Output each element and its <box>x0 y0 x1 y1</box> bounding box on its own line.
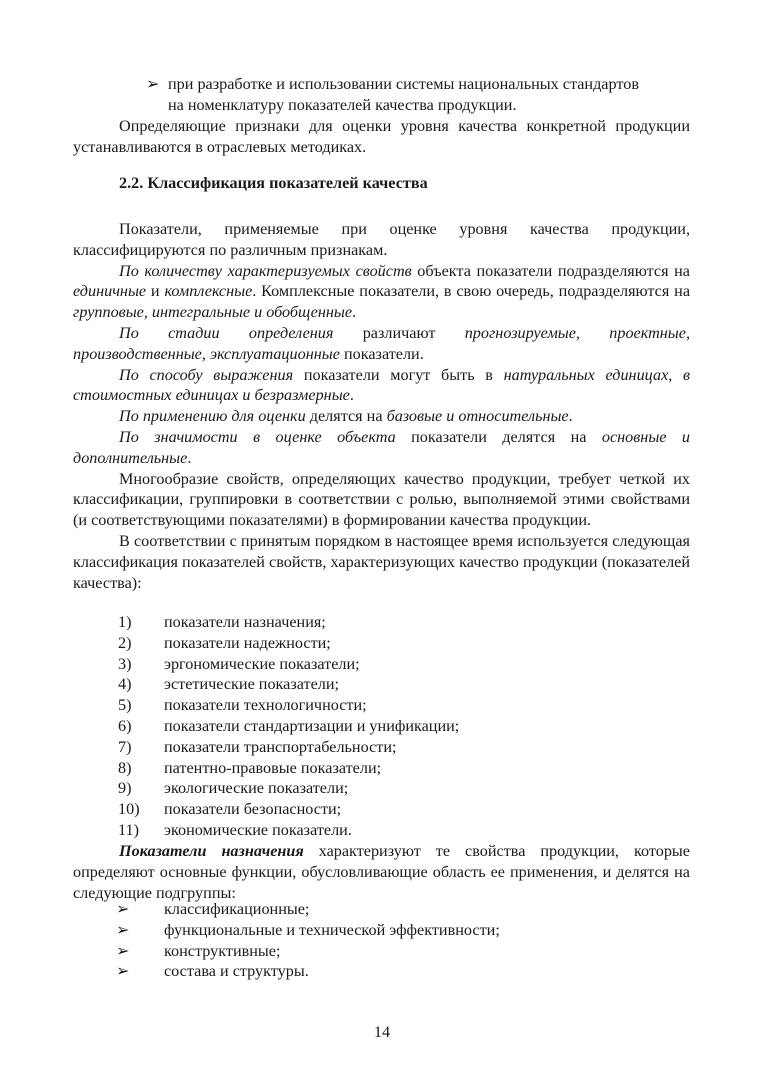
list-item: ➢ классификационные; <box>116 900 310 918</box>
list-item: 6) показатели стандартизации и унификации; <box>118 716 460 735</box>
purpose-term: Показатели назначения <box>119 842 304 860</box>
list-item: 3) эргономические показатели; <box>118 654 360 673</box>
section-heading: 2.2. Классификация показателей качества <box>119 174 428 192</box>
list-item: 11) экономические показатели. <box>118 820 352 839</box>
p2-italic-1: По количеству характеризуемых свойств <box>119 261 412 280</box>
paragraph-1: Показатели, применяемые при оценке уровня качества продукции, классифицируются по различным признакам. <box>73 220 690 259</box>
arrow-bullet-icon: ➢ <box>116 962 130 981</box>
top-bullet-line1: при разработке и использовании системы национальных стандартов <box>168 75 639 93</box>
paragraph-4: По способу выражения показатели могут быть в натуральных единицах, в стоимостных единицах и безразмерные. <box>73 365 691 405</box>
list-item: 4) эстетические показатели; <box>118 675 340 694</box>
intro-paragraph: Определяющие признаки для оценки уровня качества конкретной продукции устанавливаются в отраслевых методиках. <box>73 117 690 156</box>
paragraph-8: В соответствии с принятым порядком в настоящее время используется следующая классификация показателей свойств, характеризующих качество продукции (показателей качества): <box>73 531 690 592</box>
arrow-bullet-icon: ➢ <box>116 941 130 960</box>
list-item: ➢ функциональные и технической эффективности; <box>116 920 500 939</box>
list-item: 1) показатели назначения; <box>118 613 326 631</box>
purpose-paragraph-block <box>73 841 690 903</box>
list-item: 5) показатели технологичности; <box>118 696 367 715</box>
top-bullet-item <box>146 74 696 116</box>
classification-text <box>73 219 690 593</box>
purpose-paragraph: Показатели назначения характеризуют те свойства продукции, которые определяют основные функции, обусловливающие область ее применения, и делятся на следующие подгруппы: <box>73 842 690 902</box>
paragraph-2: По количеству характеризуемых свойств объекта показатели подразделяются на единичные и комплексные. Комплексные показатели, в свою очередь, подразделяются на групповые, интегральные и обобщенные. <box>73 261 690 322</box>
paragraph-5: По применению для оценки делятся на базовые и относительные. <box>119 407 573 426</box>
list-item: 8) патентно-правовые показатели; <box>118 758 382 777</box>
paragraph-6: По значимости в оценке объекта показатели делятся на основные и дополнительные. <box>73 427 691 467</box>
intro-paragraph-block <box>73 116 690 158</box>
list-item: 9) экологические показатели; <box>118 779 349 798</box>
paragraph-3: По стадии определения различают прогнозируемые, проектные, производственные, эксплуатационные показатели. <box>73 323 690 363</box>
page-number: 14 <box>373 1023 391 1041</box>
arrow-bullet-icon: ➢ <box>116 920 130 939</box>
paragraph-7: Многообразие свойств, определяющих качество продукции, требует четкой их классификации, группировки в соответствии с ролью, выполняемой этими свойствами (и соответствующими показателями) в формировании качества продукции. <box>73 469 690 530</box>
quality-indicators-list <box>118 612 459 841</box>
subgroups-list <box>116 899 500 982</box>
list-item: 7) показатели транспортабельности; <box>118 737 397 756</box>
arrow-bullet-icon: ➢ <box>116 900 130 918</box>
arrow-bullet-icon: ➢ <box>146 75 160 93</box>
list-item: ➢ состава и структуры. <box>116 962 309 981</box>
list-item: 2) показатели надежности; <box>118 633 331 652</box>
top-bullet-line2: на номенклатуру показателей качества продукции. <box>168 95 517 114</box>
list-item: 10) показатели безопасности; <box>118 800 342 819</box>
list-item: ➢ конструктивные; <box>116 941 281 960</box>
